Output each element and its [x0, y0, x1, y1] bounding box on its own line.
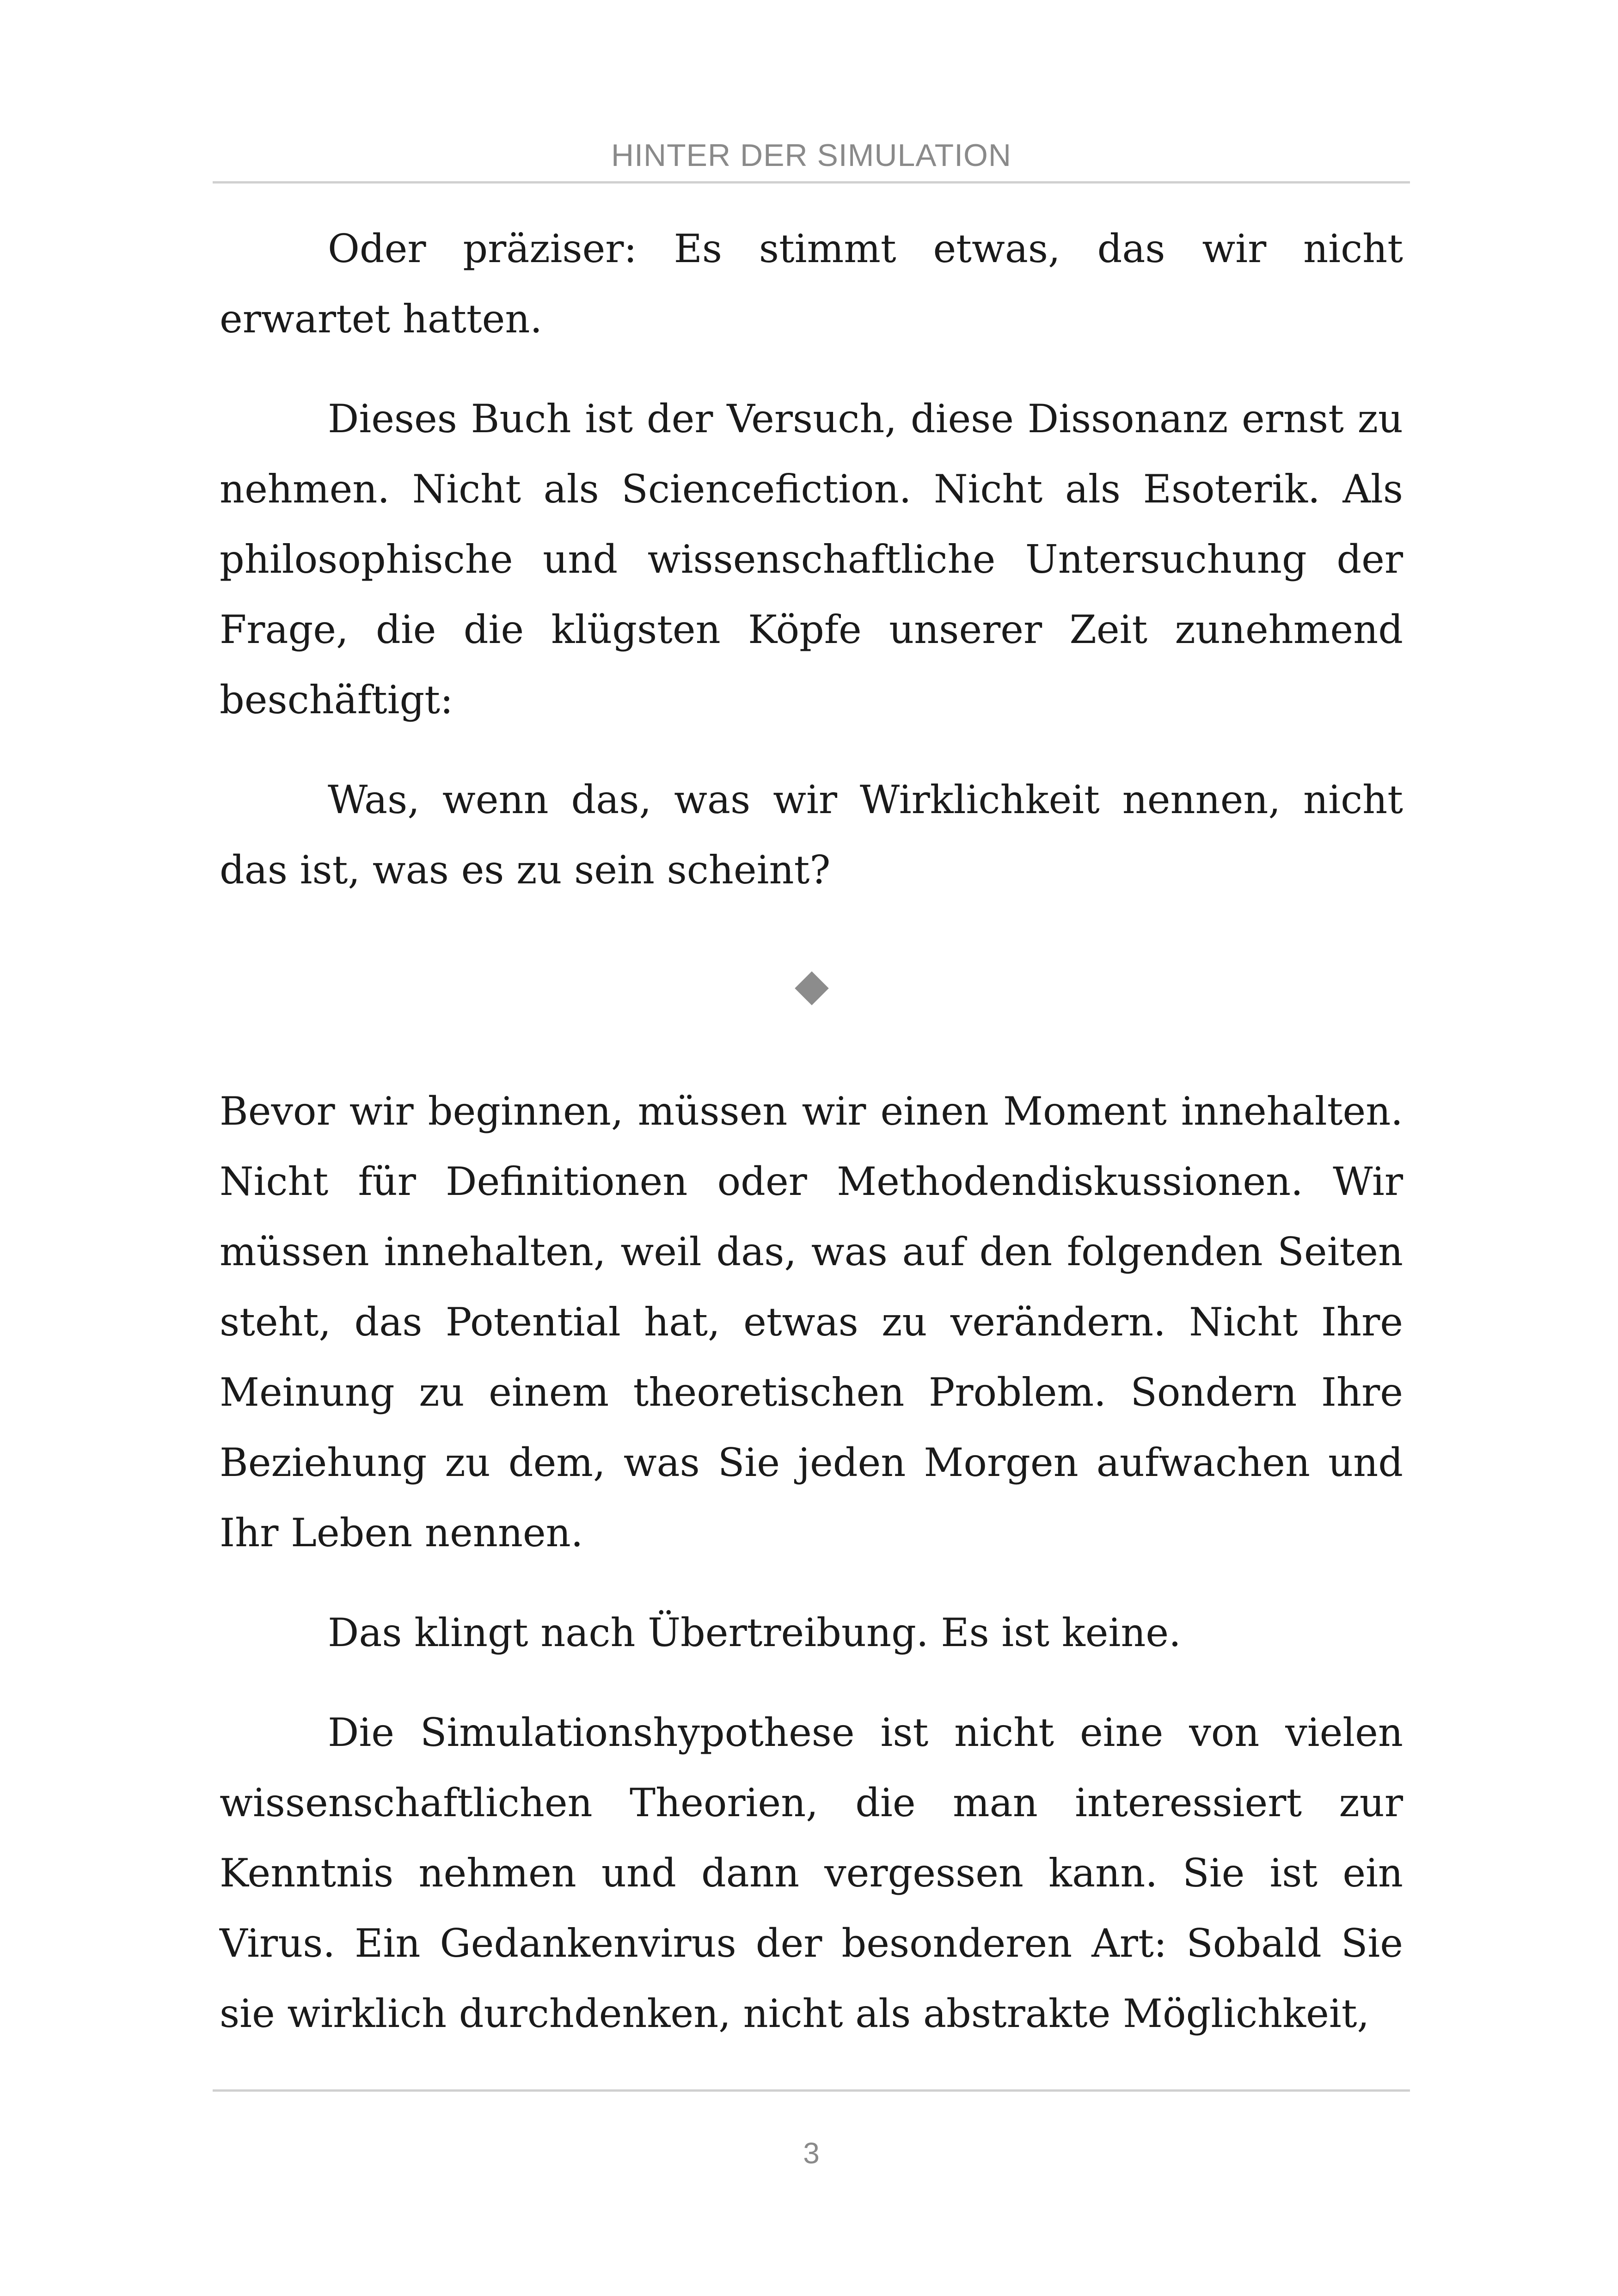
header-rule [213, 181, 1410, 184]
paragraph: Die Simulationshypothese ist nicht eine von vielen wissenschaftlichen Theorien, die man interessiert zur Kenntnis nehmen und dann vergessen kann. Sie ist ein Virus. Ein Gedankenvirus der besonderen Art: Sobald Sie sie wirklich durchdenken, nicht als abstrakte Möglichkeit, [220, 1710, 1403, 2036]
footer-rule [213, 2089, 1410, 2092]
paragraph: Oder präziser: Es stimmt etwas, das wir nicht erwartet hatten. [220, 226, 1403, 342]
section-break [220, 935, 1403, 1021]
body-text [220, 214, 1403, 2078]
paragraph: Dieses Buch ist der Versuch, diese Dissonanz ernst zu nehmen. Nicht als Sciencefiction. Nicht als Esoterik. Als philosophische und wissenschaftliche Untersuchung der Frage, die die klügsten Köpfe unserer Zeit zunehmend beschäftigt: [220, 396, 1403, 722]
running-head-title: HINTER DER SIMULATION [611, 138, 1012, 173]
paragraph: Was, wenn das, was wir Wirklichkeit nennen, nicht das ist, was es zu sein scheint? [220, 777, 1403, 893]
paragraph: Bevor wir beginnen, müssen wir einen Moment innehalten. Nicht für Definitionen oder Methodendiskussionen. Wir müssen innehalten, weil das, was auf den folgenden Seiten steht, das Potential hat, etwas zu verändern. Nicht Ihre Meinung zu einem theoretischen Problem. Sondern Ihre Beziehung zu dem, was Sie jeden Morgen aufwachen und Ihr Leben nennen. [220, 1089, 1403, 1555]
paragraph: Das klingt nach Übertreibung. Es ist keine. [328, 1610, 1181, 1655]
diamond-ornament-icon [795, 971, 829, 1005]
page-number: 3 [803, 2137, 820, 2170]
